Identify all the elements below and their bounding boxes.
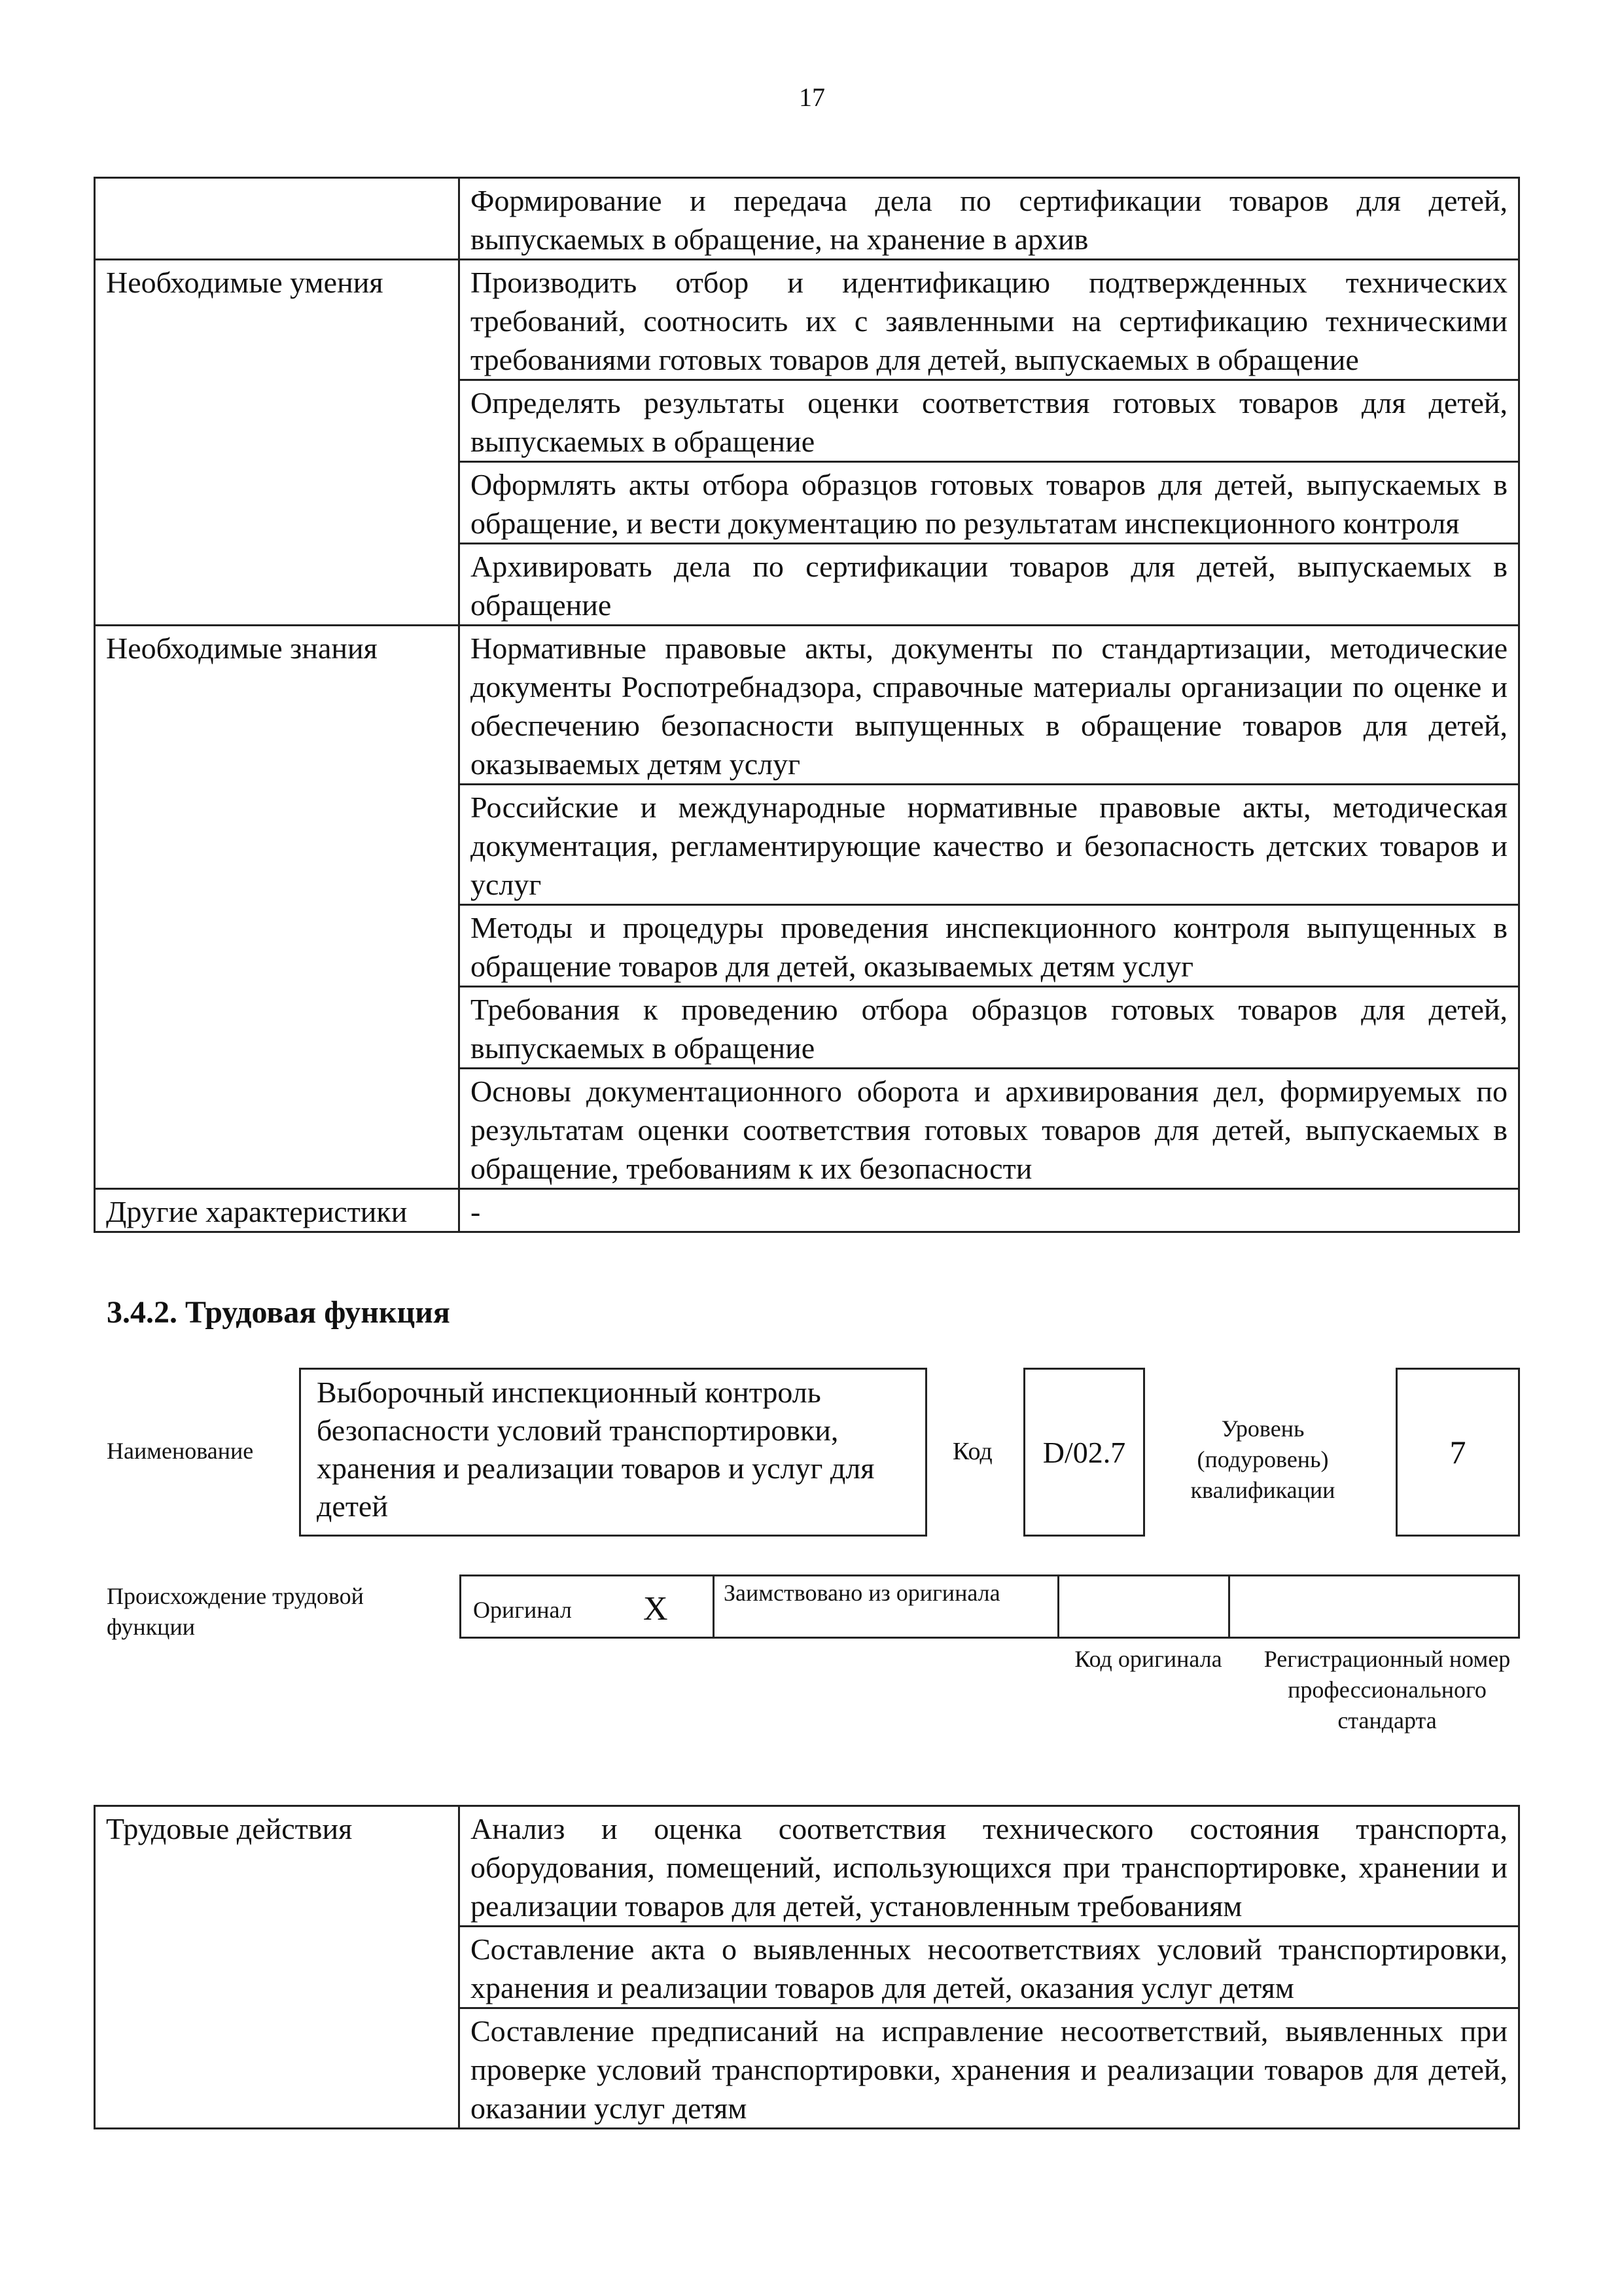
registration-number-cell (1228, 1574, 1520, 1639)
origin-label: Происхождение трудовой функции (107, 1583, 364, 1640)
original-label: Оригинал (473, 1597, 572, 1623)
original-cell (459, 1574, 715, 1639)
table-cell: Анализ и оценка соответствия технического состояния транспорта, оборудования, помещений, использующихся при транспортировке, хранении и реализации товаров для детей, установленным требованиям (459, 1806, 1519, 1927)
borrowed-cell (713, 1574, 1059, 1639)
table-cell: Требования к проведению отбора образцов готовых товаров для детей, выпускаемых в обращение (459, 987, 1519, 1069)
table-row (95, 626, 1519, 785)
origin-row (459, 1574, 1520, 1639)
table-cell: Нормативные правовые акты, документы по стандартизации, методические документы Роспотребнадзора, справочные материалы организации по оценке и обеспечению безопасности выпущенных в обращение товаров для детей, оказываемых детям услуг (459, 626, 1519, 785)
table-cell: Составление акта о выявленных несоответствиях условий транспортировки, хранения и реализации товаров для детей, оказания услуг детям (459, 1927, 1519, 2008)
table-cell: Российские и международные нормативные правовые акты, методическая документация, регламентирующие качество и безопасность детских товаров и услуг (459, 785, 1519, 905)
row-label (95, 178, 459, 260)
section-heading: 3.4.2. Трудовая функция (107, 1295, 450, 1330)
table-row (95, 1189, 1519, 1232)
function-name-box: Выборочный инспекционный контроль безопасности условий транспортировки, хранения и реализации товаров и услуг для детей (299, 1368, 927, 1537)
original-mark: X (643, 1590, 668, 1628)
competency-table (94, 177, 1520, 1233)
table-cell: Оформлять акты отбора образцов готовых товаров для детей, выпускаемых в обращение, и вести документацию по результатам инспекционного контроля (459, 462, 1519, 544)
table-cell: Формирование и передача дела по сертификации товаров для детей, выпускаемых в обращение, на хранение в архив (459, 178, 1519, 260)
table-row (95, 260, 1519, 380)
row-label-skills: Необходимые умения (95, 260, 459, 626)
borrowed-label: Заимствовано из оригинала (724, 1580, 1000, 1606)
table-cell: Архивировать дела по сертификации товаров для детей, выпускаемых в обращение (459, 544, 1519, 626)
function-level-box: 7 (1396, 1368, 1520, 1537)
table-cell: Определять результаты оценки соответствия готовых товаров для детей, выпускаемых в обращение (459, 380, 1519, 462)
row-label-other: Другие характеристики (95, 1189, 459, 1232)
table-row (95, 178, 1519, 260)
row-label-actions: Трудовые действия (95, 1806, 459, 2129)
table-cell: Методы и процедуры проведения инспекционного контроля выпущенных в обращение товаров для детей, оказываемых детям услуг (459, 905, 1519, 987)
level-label: Уровень (подуровень) квалификации (1190, 1415, 1335, 1503)
original-code-cell (1057, 1574, 1230, 1639)
table-cell: - (459, 1189, 1519, 1232)
labor-actions-table (94, 1805, 1520, 2129)
function-code-box: D/02.7 (1023, 1368, 1145, 1537)
page-number: 17 (799, 82, 825, 112)
registration-number-caption: Регистрационный номер профессионального стандарта (1263, 1646, 1511, 1734)
table-row (95, 1806, 1519, 1927)
row-label-knowledge: Необходимые знания (95, 626, 459, 1189)
name-label: Наименование (107, 1438, 254, 1464)
table-cell: Основы документационного оборота и архивирования дел, формируемых по результатам оценки соответствия готовых товаров для детей, выпускаемых в обращение, требованиям к их безопасности (459, 1069, 1519, 1189)
table-cell: Составление предписаний на исправление несоответствий, выявленных при проверке условий транспортировки, хранения и реализации товаров для детей, оказании услуг детям (459, 2008, 1519, 2129)
code-label: Код (953, 1438, 993, 1465)
table-cell: Производить отбор и идентификацию подтвержденных технических требований, соотносить их с заявленными на сертификацию техническими требованиями готовых товаров для детей, выпускаемых в обращение (459, 260, 1519, 380)
original-code-caption: Код оригинала (1074, 1646, 1222, 1672)
